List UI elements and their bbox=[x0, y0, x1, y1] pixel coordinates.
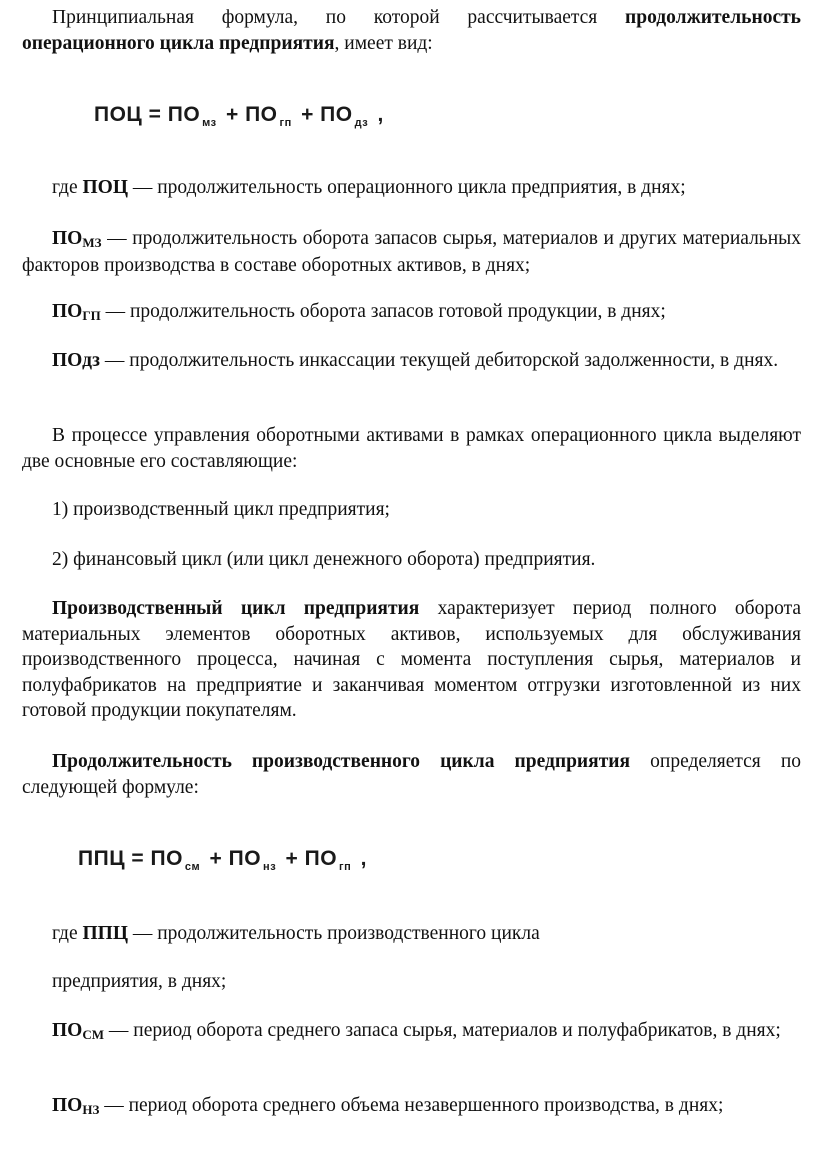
def2-term: ПО bbox=[52, 228, 83, 249]
formula2-plus2: + bbox=[279, 847, 305, 870]
def1-text: — продолжительность операционного цикла предприятия, в днях; bbox=[128, 177, 686, 198]
formula1-term1-sub: мз bbox=[202, 117, 217, 129]
definition-ponz bbox=[22, 1093, 801, 1120]
def5-lead: где bbox=[52, 923, 83, 944]
formula2-term3: ПО bbox=[304, 847, 338, 870]
formula1-term2-sub: гп bbox=[279, 117, 292, 129]
formula1-term1: ПО bbox=[167, 103, 201, 126]
formula1-lhs: ПОЦ bbox=[94, 103, 143, 126]
definition-podz bbox=[22, 348, 801, 374]
process-paragraph: В процессе управления оборотными активами в рамках операционного цикла выделяют две основные его составляющие: bbox=[22, 425, 801, 472]
formula2-term2-sub: нз bbox=[263, 861, 277, 873]
formula1-equals: = bbox=[142, 103, 168, 126]
production-cycle-paragraph bbox=[22, 596, 801, 724]
def7-sub: НЗ bbox=[82, 1102, 100, 1117]
formula2-tail: , bbox=[354, 847, 367, 870]
def5-term: ППЦ bbox=[82, 923, 128, 944]
def3-sub: ГП bbox=[82, 308, 101, 323]
duration-paragraph bbox=[22, 749, 801, 800]
formula-operating-cycle bbox=[94, 103, 384, 127]
def2-text: — продолжительность оборота запасов сырья, материалов и других материальных факторов производства в составе оборотных активов, в днях; bbox=[22, 228, 801, 276]
def3-text: — продолжительность оборота запасов готовой продукции, в днях; bbox=[100, 301, 666, 322]
def7-text: — период оборота среднего объема незавершенного производства, в днях; bbox=[99, 1095, 724, 1116]
formula1-plus2: + bbox=[294, 103, 321, 126]
def4-term: ПОдз bbox=[52, 350, 101, 371]
def6-term: ПО bbox=[52, 1020, 83, 1041]
def6-sub: СМ bbox=[82, 1027, 105, 1042]
def1-term: ПОЦ bbox=[82, 177, 128, 198]
formula1-plus1: + bbox=[219, 103, 246, 126]
formula2-term3-sub: гп bbox=[339, 861, 352, 873]
def1-lead: где bbox=[52, 177, 83, 198]
prodcycle-text: характеризует период полного оборота материальных элементов оборотных активов, используемых для обслуживания производственного процесса, начиная с момента поступления сырья, материалов и полуфабрикатов на предприятие и заканчивая моментом отгрузки изготовленной из них готовой продукции покупателям. bbox=[22, 598, 801, 721]
formula1-term3-sub: дз bbox=[354, 117, 369, 129]
list-item-2: 2) финансовый цикл (или цикл денежного оборота) предприятия. bbox=[52, 549, 596, 570]
duration-text: определяется по следующей формуле: bbox=[22, 751, 802, 798]
intro-bold-term: продолжительность операционного цикла предприятия bbox=[22, 7, 801, 54]
def5-text: — продолжительность производственного цикла bbox=[128, 923, 540, 944]
intro-text: Принципиальная формула, по которой рассчитывается bbox=[52, 7, 626, 28]
definition-poc bbox=[22, 175, 801, 201]
def6-text: — период оборота среднего запаса сырья, материалов и полуфабрикатов, в днях; bbox=[104, 1020, 781, 1041]
list-item-1: 1) производственный цикл предприятия; bbox=[52, 499, 390, 520]
formula2-plus1: + bbox=[203, 847, 229, 870]
definition-ppc bbox=[22, 921, 801, 947]
definition-pogp bbox=[22, 299, 801, 326]
def3-term: ПО bbox=[52, 301, 83, 322]
def7-term: ПО bbox=[52, 1095, 83, 1116]
formula2-lhs: ППЦ bbox=[78, 847, 126, 870]
formula1-tail: , bbox=[371, 103, 384, 126]
def4-text: — продолжительность инкассации текущей дебиторской задолженности, в днях. bbox=[100, 350, 779, 371]
definition-pomz bbox=[22, 226, 801, 278]
definition-ppc-continued: предприятия, в днях; bbox=[52, 971, 227, 992]
formula2-term1-sub: см bbox=[184, 861, 201, 873]
formula1-term2: ПО bbox=[245, 103, 278, 126]
formula-production-cycle bbox=[78, 847, 367, 871]
definition-posm bbox=[22, 1018, 801, 1045]
formula1-term3: ПО bbox=[320, 103, 353, 126]
def2-sub: МЗ bbox=[82, 235, 102, 250]
formula2-term2: ПО bbox=[228, 847, 262, 870]
duration-bold: Продолжительность производственного цикла предприятия bbox=[52, 751, 631, 772]
intro-text-end: , имеет вид: bbox=[334, 32, 433, 54]
formula2-term1: ПО bbox=[150, 847, 183, 870]
prodcycle-bold: Производственный цикл предприятия bbox=[52, 598, 420, 619]
formula2-equals: = bbox=[125, 847, 151, 870]
intro-paragraph bbox=[22, 5, 801, 56]
